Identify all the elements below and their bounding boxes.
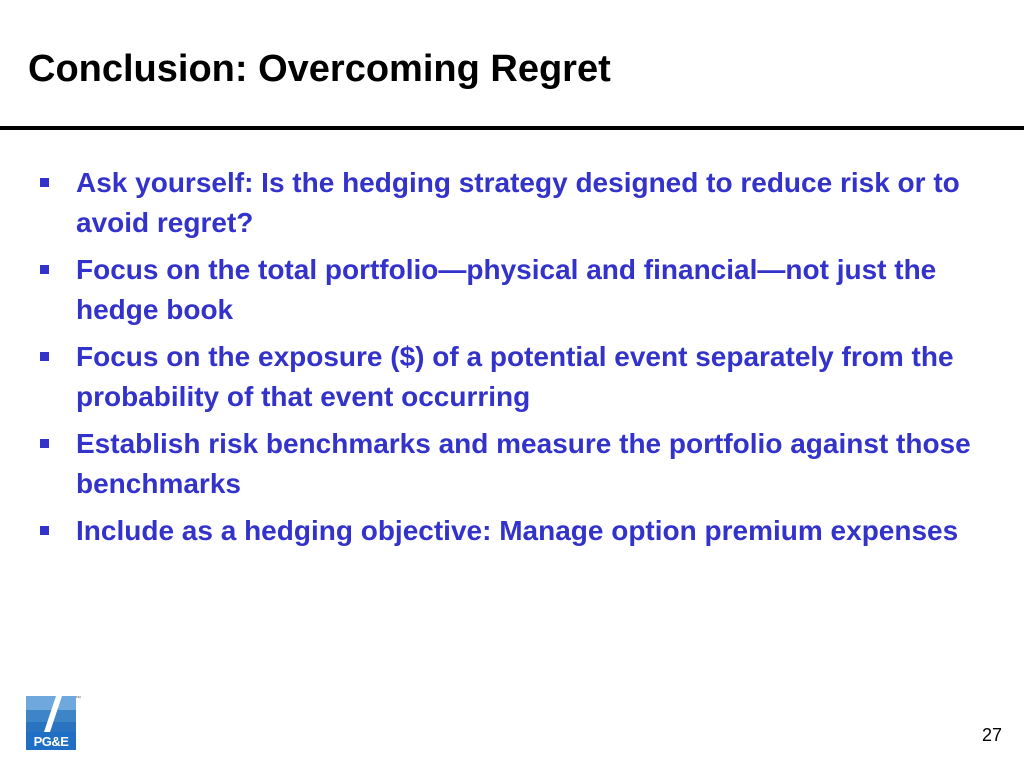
square-bullet-icon [40, 352, 49, 361]
svg-text:PG&E: PG&E [33, 734, 69, 749]
page-number: 27 [981, 725, 1002, 745]
bullet-item [40, 163, 980, 243]
bullet-item [40, 337, 980, 417]
bullet-text: Include as a hedging objective: Manage option premium expenses [76, 515, 959, 546]
bullet-text: Establish risk benchmarks and measure the portfolio against those benchmarks [76, 428, 971, 499]
square-bullet-icon [40, 178, 49, 187]
bullet-text: Focus on the exposure ($) of a potential event separately from the probability of that event occurring [76, 341, 954, 412]
trademark-symbol: ™ [75, 696, 81, 702]
square-bullet-icon [40, 526, 49, 535]
square-bullet-icon [40, 439, 49, 448]
bullet-list [40, 163, 980, 558]
bullet-item [40, 511, 980, 551]
title-divider [0, 126, 1024, 130]
pge-logo-icon [26, 696, 76, 750]
bullet-text: Ask yourself: Is the hedging strategy designed to reduce risk or to avoid regret? [76, 167, 960, 238]
square-bullet-icon [40, 265, 49, 274]
bullet-text: Focus on the total portfolio—physical and financial—not just the hedge book [76, 254, 937, 325]
bullet-item [40, 250, 980, 330]
bullet-item [40, 424, 980, 504]
slide-title: Conclusion: Overcoming Regret [28, 48, 611, 90]
